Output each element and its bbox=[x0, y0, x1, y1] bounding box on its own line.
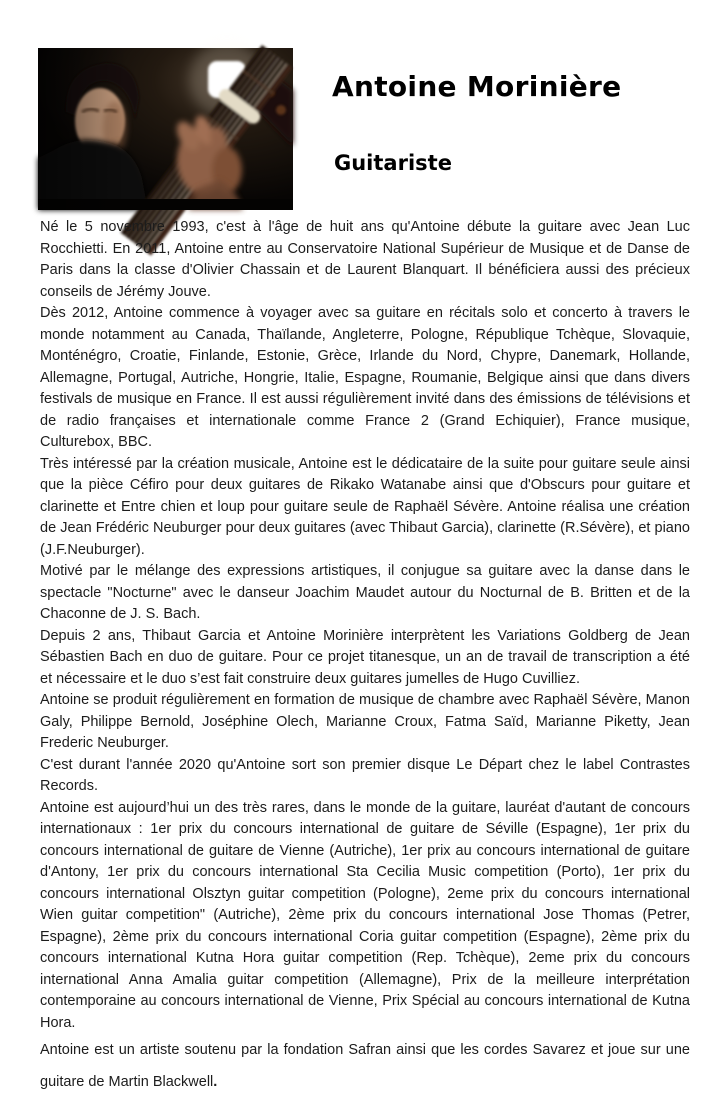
bio-paragraph: Né le 5 novembre 1993, c'est à l'âge de huit ans qu'Antoine débute la guitare avec Jean Luc Rocchietti. En 2011, Antoine entre au Conservatoire National Supérieur de Musique et de Danse de Paris dans la classe d'Olivier Chassain et de Laurent Blanquart. Il bénéficiera aussi des précieux conseils de Jérémy Jouve. bbox=[40, 219, 690, 300]
guitarist-photo-svg bbox=[38, 48, 293, 210]
bio-final-period: . bbox=[213, 1074, 218, 1090]
bio-paragraph: C'est durant l'année 2020 qu'Antoine sort son premier disque Le Départ chez le label Contrastes Records. bbox=[40, 756, 690, 794]
page-title: Antoine Morinière bbox=[332, 70, 622, 103]
bio-paragraph: Dès 2012, Antoine commence à voyager avec sa guitare en récitals solo et concerto à travers le monde notamment au Canada, Thaïlande, Angleterre, Pologne, République Tchèque, Slovaquie, Monténégro, Croatie, Finlande, Estonie, Grèce, Irlande du Nord, Chypre, Danemark, Hollande, Allemagne, Portugal, Autriche, Hongrie, Italie, Espagne, Roumanie, Belgique ainsi que dans divers festivals de musique en France. Il est aussi régulièrement invité dans des émissions de télévisions et de radio françaises et internationale comme France 2 (Grand Echiquier), France musique, Culturebox, BBC. bbox=[40, 305, 690, 450]
guitarist-photo bbox=[38, 48, 293, 210]
biography-text bbox=[40, 217, 690, 1098]
bio-final-text: Antoine est un artiste soutenu par la fondation Safran ainsi que les cordes Savarez et joue sur une guitare de Martin Blackwell bbox=[40, 1042, 690, 1090]
page-subtitle: Guitariste bbox=[334, 151, 452, 175]
bio-paragraph-list bbox=[40, 217, 690, 1034]
bio-paragraph: Très intéressé par la création musicale, Antoine est le dédicataire de la suite pour guitare seule ainsi que la pièce Céfiro pour deux guitares de Rikako Watanabe ainsi que d'Obscurs pour guitare et clarinette et Entre chien et loup pour guitare seule de Raphaël Sévère. Antoine réalisa une création de Jean Frédéric Neuburger pour deux guitares (avec Thibaut Garcia), clarinette (R.Sévère), et piano (J.F.Neuburger). bbox=[40, 455, 690, 558]
bio-paragraph: Motivé par le mélange des expressions artistiques, il conjugue sa guitare avec la danse dans le spectacle "Nocturne" avec le danseur Joachim Maudet autour du Nocturnal de B. Britten et de la Chaconne de J. S. Bach. bbox=[40, 563, 690, 622]
bio-paragraph-final bbox=[40, 1034, 690, 1098]
bio-paragraph: Depuis 2 ans, Thibaut Garcia et Antoine Morinière interprètent les Variations Goldberg de Jean Sébastien Bach en duo de guitare. Pour ce projet titanesque, un an de travail de transcription a été et nécessaire et le duo s’est fait construire deux guitares jumelles de Hugo Cuvilliez. bbox=[40, 627, 690, 687]
bio-paragraph: Antoine se produit régulièrement en formation de musique de chambre avec Raphaël Sévère, Manon Galy, Philippe Bernold, Joséphine Olech, Marianne Croux, Fatma Saïd, Marianne Piketty, Jean Frederic Neuburger. bbox=[40, 692, 690, 751]
bio-paragraph: Antoine est aujourd’hui un des très rares, dans le monde de la guitare, lauréat d'autant de concours internationaux : 1er prix du concours international de guitare de Séville (Espagne), 1er prix du concours international de guitare de Vienne (Autriche), 1er prix au concours international de guitare d'Antony, 1er prix du concours international Sta Cecilia Music competition (Porto), 1er prix du concours international Olsztyn guitar competition (Pologne), 2eme prix du concours international Wien guitar competition" (Autriche), 2ème prix du concours international Jose Thomas (Petrer, Espagne), 2ème prix du concours international Coria guitar competition (Espagne), 2ème prix du concours international Kutna Hora guitar competition (Rep. Tchèque), 2eme prix du concours international Anna Amalia guitar competition (Allemagne), Prix de la meilleure interprétation contemporaine au concours international de Vienne, Prix Spécial au concours international de Kutna Hora. bbox=[40, 799, 690, 1031]
